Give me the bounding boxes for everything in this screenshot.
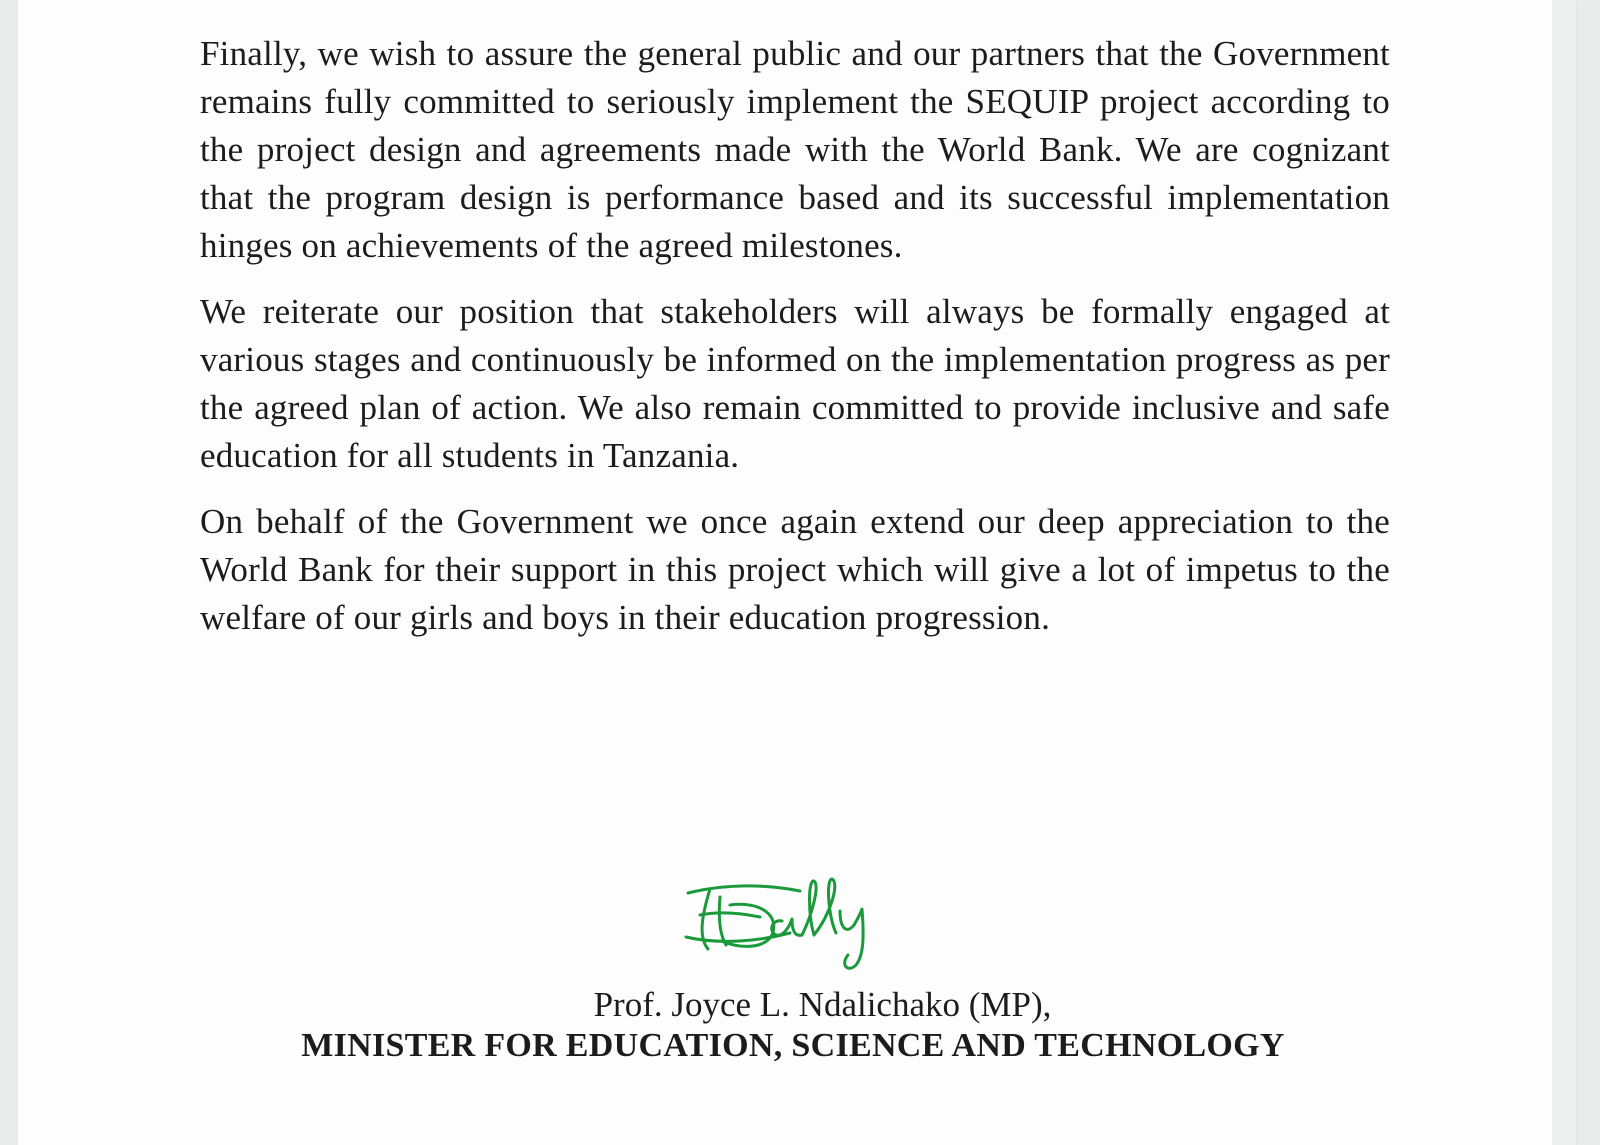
- paragraph-stakeholders: We reiterate our position that stakeholders will always be formally engaged at various stages and continuously be informed on the implementation progress as per the agreed plan of action. We also remain committed to provide inclusive and safe education for all students in Tanzania.: [200, 292, 1390, 475]
- signatory-name-line: [0, 985, 1600, 1025]
- page-edge: [1552, 0, 1576, 1145]
- signatory-name: Prof. Joyce L. Ndalichako (MP),: [593, 985, 1052, 1024]
- paragraph-assurance: Finally, we wish to assure the general public and our partners that the Government remains fully committed to seriously implement the SEQUIP project according to the project design and agreements made with the World Bank. We are cognizant that the program design is performance based and its successful implementation hinges on achievements of the agreed milestones.: [200, 34, 1390, 265]
- letter-body: [200, 30, 1390, 660]
- paragraph-appreciation: On behalf of the Government we once again extend our deep appreciation to the World Bank for their support in this project which will give a lot of impetus to the welfare of our girls and boys in their education progression.: [200, 502, 1390, 637]
- signatory-title-line: [0, 1027, 1600, 1065]
- handwritten-signature: [680, 875, 920, 975]
- signatory-title: MINISTER FOR EDUCATION, SCIENCE AND TECHNOLOGY: [301, 1027, 1285, 1064]
